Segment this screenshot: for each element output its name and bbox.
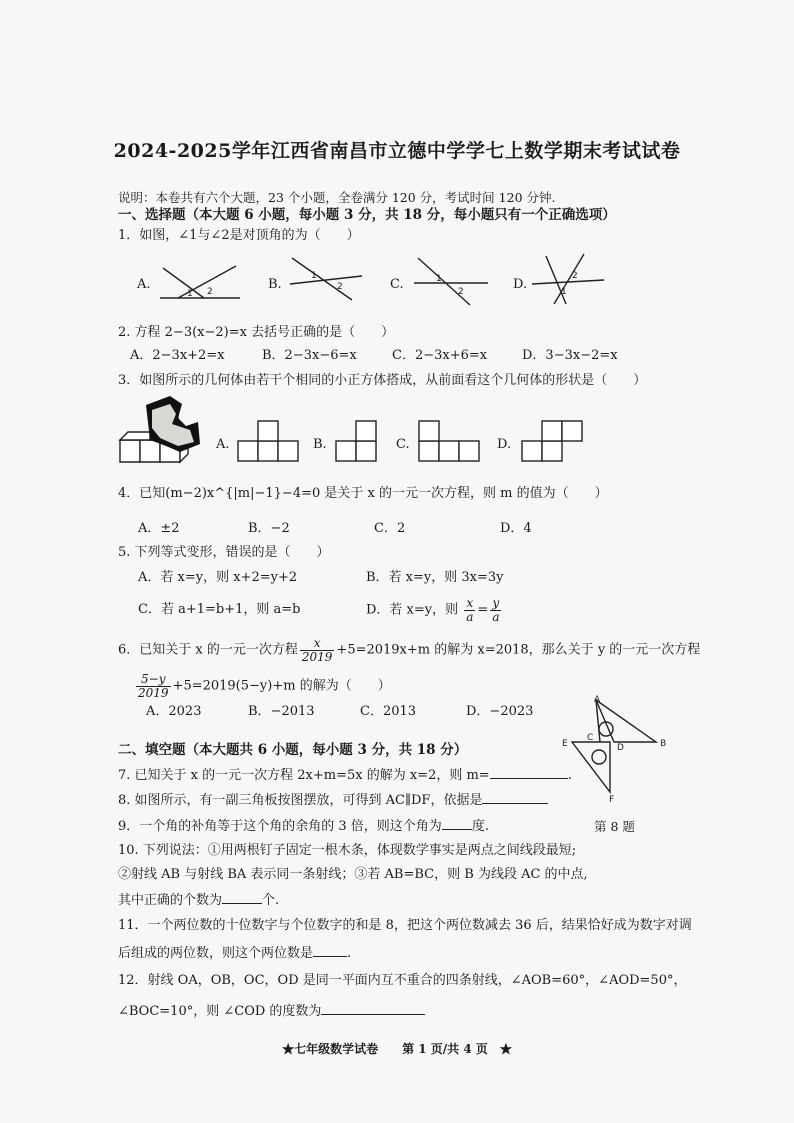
q11-answer-blank[interactable] (313, 944, 347, 957)
q6-option-d: D．−2023 (466, 704, 534, 719)
q11-stem: 后组成的两位数，则这个两位数是 (118, 946, 314, 961)
q3-option-b-figure (336, 421, 376, 461)
q2-option-c: C．2−3x+6=x (392, 348, 488, 363)
q5-equals: = (477, 602, 489, 618)
q9-stem: 9．一个角的补角等于这个角的余角的 3 倍，则这个角为 (118, 819, 442, 834)
fig8-label-f: F (609, 795, 615, 805)
q6-frac-1: $\frac{x}{2019}$ (301, 636, 333, 664)
q6-option-c: C．2013 (360, 704, 417, 719)
q9-answer-blank[interactable] (442, 817, 472, 830)
q6-option-b: B．−2013 (248, 704, 315, 719)
q3-solid-figure (120, 396, 200, 462)
q1a-angle-1: 1 (187, 289, 193, 299)
q1-option-a: A. (137, 277, 151, 292)
q5-frac-x-over-a: $\frac{x}{a}$ (466, 596, 474, 624)
q2-option-d: D．3−3x−2=x (522, 348, 618, 363)
section-1-heading: 一、选择题（本大题 6 小题，每小题 3 分，共 18 分，每小题只有一个正确选项） (118, 207, 616, 223)
q10-answer-blank[interactable] (222, 891, 262, 904)
q1-option-c: C. (390, 277, 404, 292)
page-title: 2024-2025学年江西省南昌市立德中学学七上数学期末考试试卷 (113, 140, 681, 162)
q1-stem: 1．如图，∠1与∠2是对顶角的为（ ） (118, 228, 360, 243)
q10-line-3 (118, 891, 279, 909)
fig8-label-a: A (594, 695, 601, 705)
q10-line-2: ②射线 AB 与射线 BA 表示同一条射线；③若 AB=BC，则 B 为线段 AC 的中点, (118, 867, 588, 882)
q11-line-2: 后组成的两位数，则这个两位数是 . (118, 946, 352, 961)
q11-line-1: 11．一个两位数的十位数字与个位数字的和是 8，把这个两位数减去 36 后，结果恰好成为数字对调 (118, 918, 692, 933)
q1-option-b: B. (268, 277, 282, 292)
q5-option-b: B．若 x=y，则 3x=3y (366, 570, 504, 585)
q8-text (118, 791, 548, 809)
q4-option-a: A．±2 (138, 521, 180, 536)
section-2-heading: 二、填空题（本大题共 6 小题，每小题 3 分，共 18 分） (118, 742, 468, 758)
q3-option-d: D. (497, 437, 512, 452)
q12-line-2 (118, 1002, 425, 1020)
q4-option-b: B．−2 (248, 521, 290, 536)
fig8-label-b: B (660, 739, 667, 749)
q6-frac-2: $\frac{5-y}{2019}$ (138, 672, 169, 700)
q6-option-a: A．2023 (146, 704, 202, 719)
q1d-angle-1: 1 (561, 287, 567, 297)
q5-option-a: A．若 x=y，则 x+2=y+2 (138, 570, 298, 585)
q3-option-b: B. (313, 437, 327, 452)
q6-line-2 (134, 673, 391, 699)
q10-stem: 其中正确的个数为 (118, 893, 223, 908)
q10-line-1: 10. 下列说法：①用两根钉子固定一根木条，体现数学事实是两点之间线段最短; (118, 843, 577, 858)
q12-line-1: 12．射线 OA，OB，OC，OD 是同一平面内互不重合的四条射线，∠AOB=60°，∠AOD=50°， (118, 973, 687, 988)
q10-unit: 个. (262, 893, 280, 908)
q4-stem: 4．已知(m−2)x^{|m|−1}−4=0 是关于 x 的一元一次方程，则 m 的值为（ ） (118, 486, 608, 501)
q1c-angle-1: 1 (436, 274, 442, 284)
q1-option-d: D. (513, 277, 528, 292)
q5-stem: 5. 下列等式变形，错误的是（ ） (118, 545, 330, 560)
q3-option-c: C. (396, 437, 410, 452)
q1b-angle-2: 2 (337, 282, 343, 292)
page-footer: ★七年级数学试卷 第 1 页/共 4 页 ★ (282, 1042, 512, 1056)
q1c-angle-2: 2 (458, 287, 464, 297)
q1a-angle-2: 2 (207, 287, 213, 297)
fig8-label-d: D (617, 743, 624, 753)
q7-text: 7. 已知关于 x 的一元一次方程 2x+m=5x 的解为 x=2，则 m= . (118, 768, 572, 783)
q6-stem-a: 6．已知关于 x 的一元一次方程 (118, 642, 298, 658)
q5-frac-y-over-a: $\frac{y}{a}$ (492, 596, 500, 624)
q1b-angle-1: 1 (311, 271, 317, 281)
q1-figure-b (290, 258, 362, 300)
q1-figure-a (160, 266, 240, 299)
q9-text (118, 817, 489, 835)
q1d-angle-2: 2 (572, 271, 578, 281)
exam-instructions: 说明：本卷共有六个大题，23 个小题，全卷满分 120 分，考试时间 120 分钟. (118, 190, 556, 205)
fig8-caption: 第 8 题 (594, 819, 635, 834)
q1-figure-c (414, 258, 488, 305)
q4-option-d: D．4 (500, 521, 532, 536)
q1-figure-d (532, 254, 604, 304)
q8-triangle-figure (562, 695, 666, 805)
q2-option-a: A．2−3x+2=x (130, 348, 225, 363)
q6-stem-c: +5=2019(5−y)+m 的解为（ ） (172, 678, 391, 694)
q6-stem-b: +5=2019x+m 的解为 x=2018，那么关于 y 的一元一次方程 (336, 642, 701, 658)
q7-answer-blank[interactable] (490, 766, 568, 779)
q8-answer-blank[interactable] (482, 791, 548, 804)
q2-option-b: B．2−3x−6=x (262, 348, 357, 363)
q5-option-d-label: D．若 x=y，则 (366, 602, 459, 618)
q6-line-1 (118, 637, 700, 663)
q7-stem: 7. 已知关于 x 的一元一次方程 2x+m=5x 的解为 x=2，则 m= (118, 768, 490, 783)
q12-stem: ∠BOC=10°，则 ∠COD 的度数为 (118, 1004, 322, 1019)
q9-unit: 度. (471, 819, 489, 834)
q2-stem: 2. 方程 2−3(x−2)=x 去括号正确的是（ ） (118, 325, 395, 340)
q12-answer-blank[interactable] (321, 1002, 425, 1015)
q3-option-c-figure (419, 421, 479, 461)
q3-option-a-figure (238, 421, 298, 461)
fig8-label-c: C (587, 733, 594, 743)
q3-option-d-figure (522, 421, 582, 461)
q3-stem: 3．如图所示的几何体由若干个相同的小正方体搭成，从前面看这个几何体的形状是（ ） (118, 373, 647, 388)
q8-stem: 8. 如图所示，有一副三角板按图摆放，可得到 AC∥DF，依据是 (118, 793, 483, 808)
q3-option-a: A. (216, 437, 230, 452)
fig8-label-e: E (562, 739, 568, 749)
q4-option-c: C．2 (374, 521, 406, 536)
q5-option-d (366, 597, 503, 623)
q5-option-c: C．若 a+1=b+1，则 a=b (138, 602, 301, 617)
